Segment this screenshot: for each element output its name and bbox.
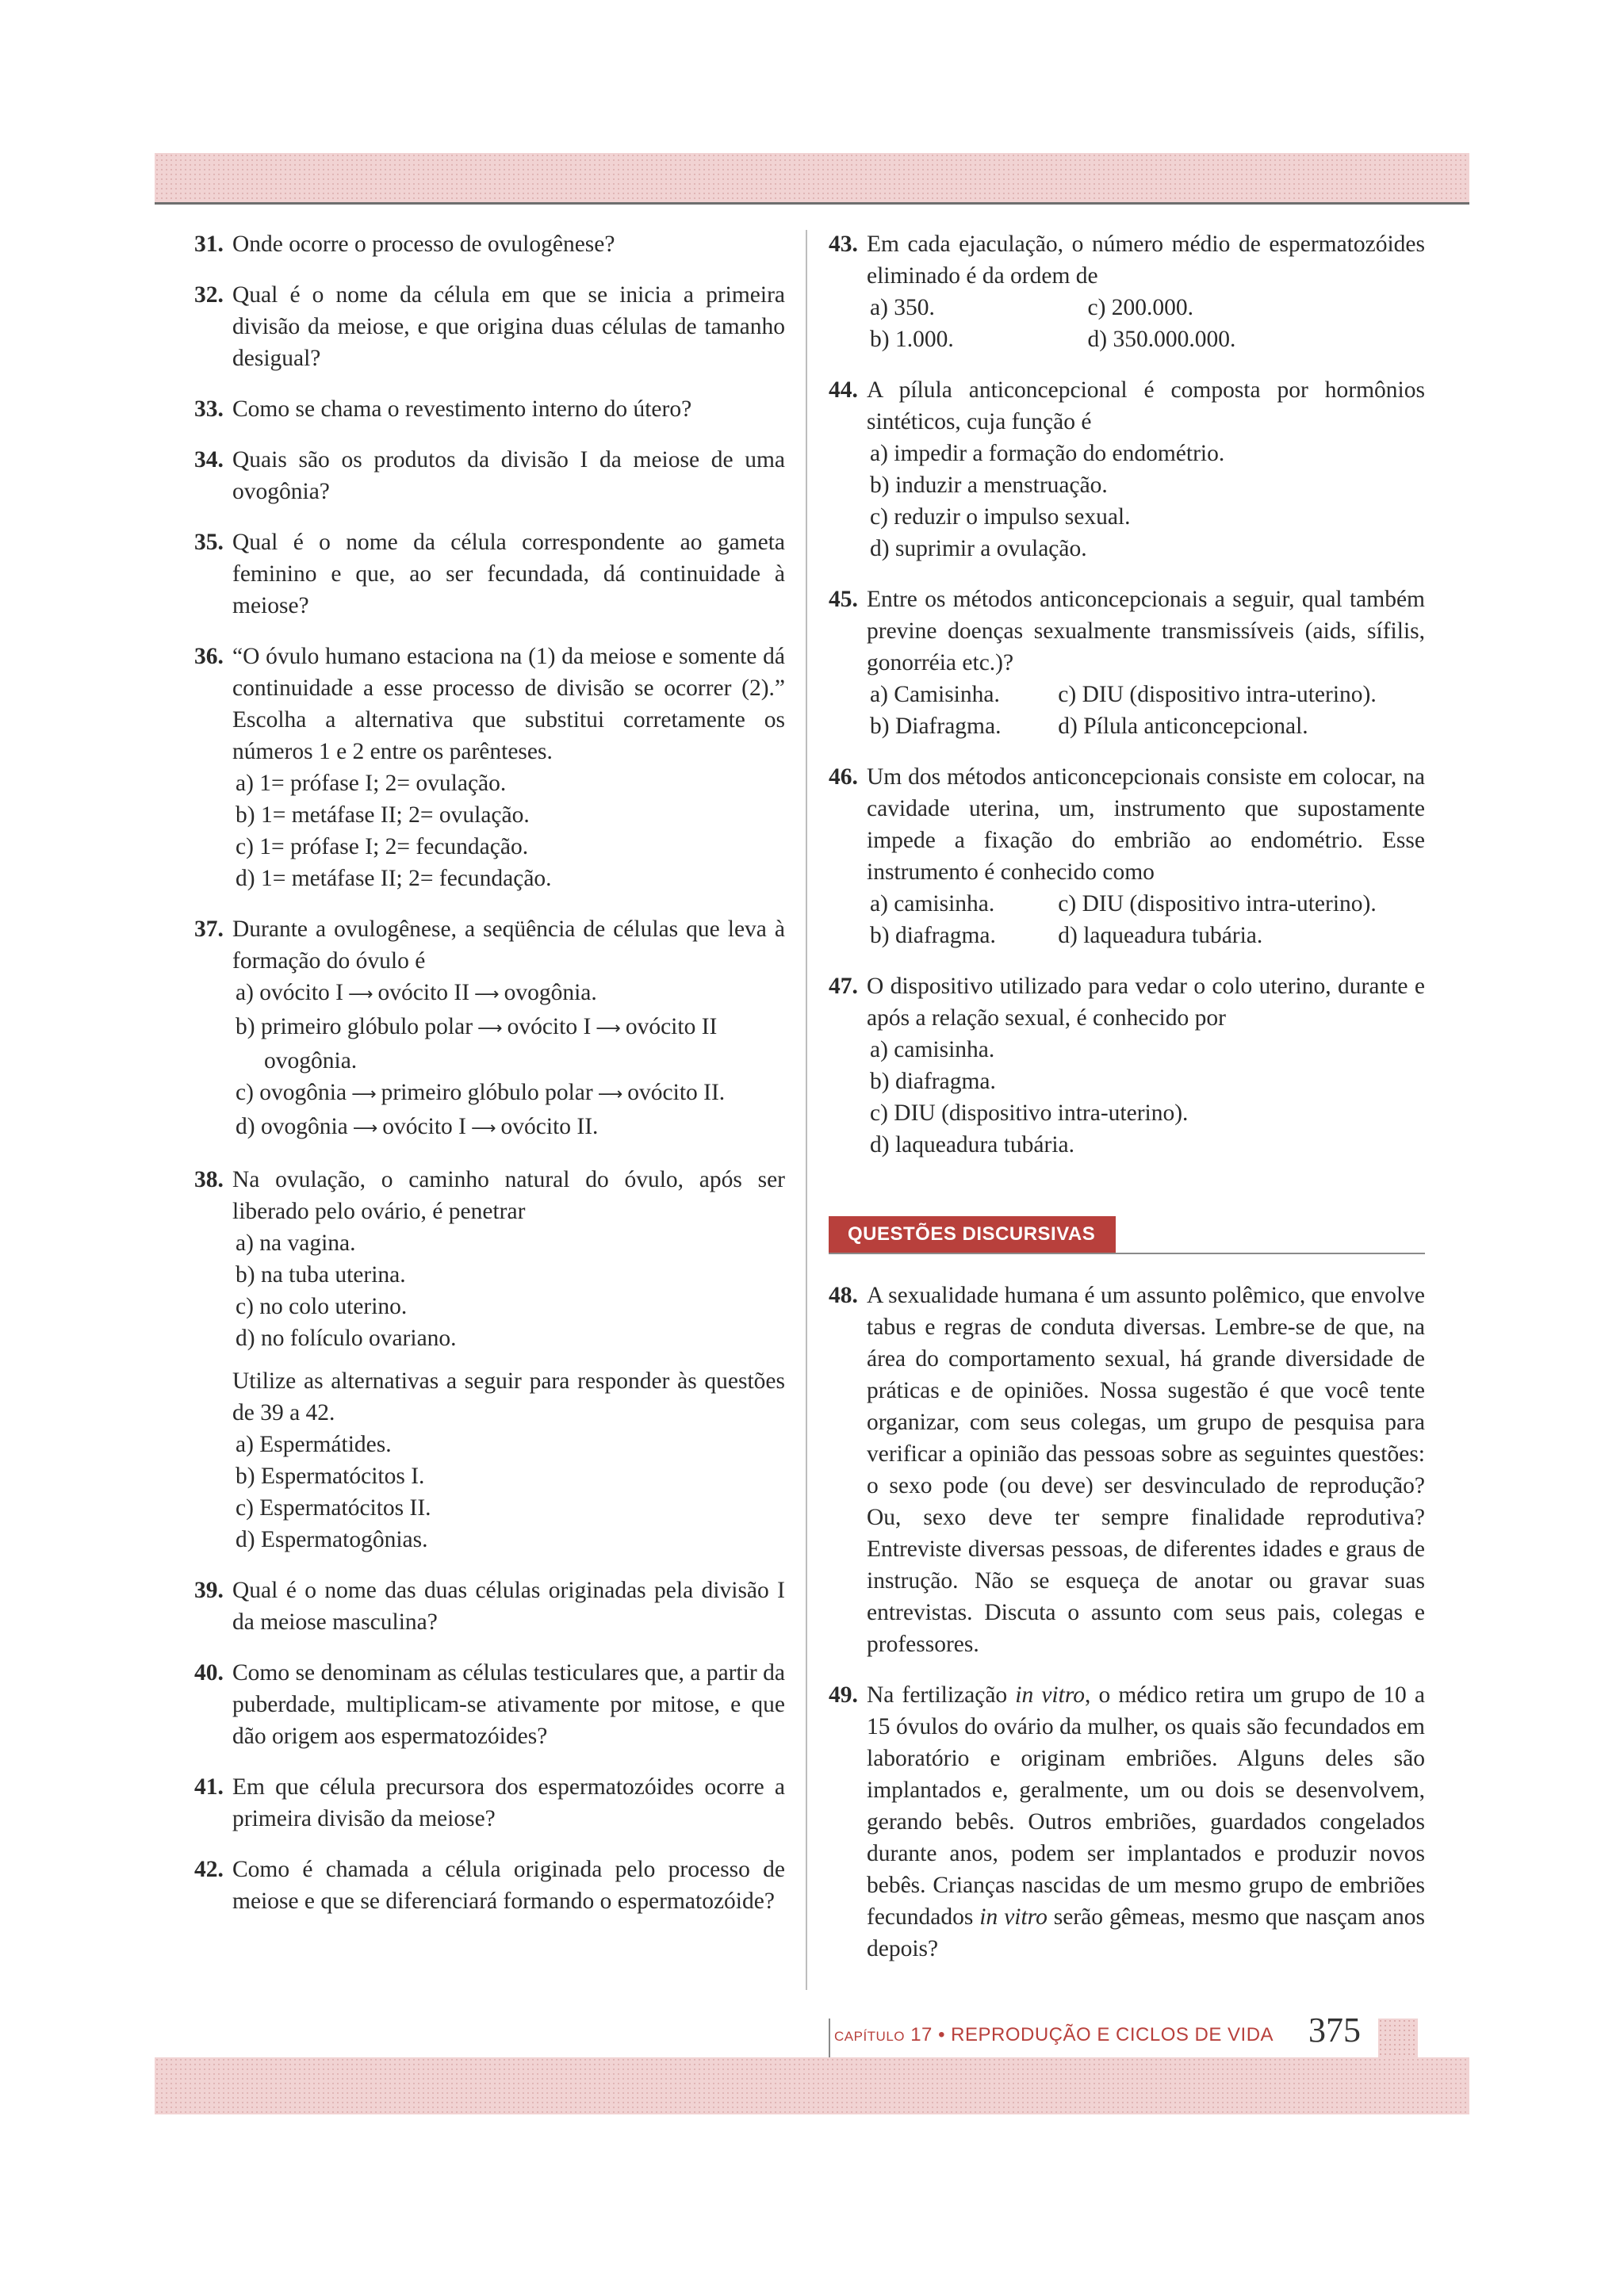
question-47: 47. O dispositivo utilizado para vedar o colo uterino, durante e após a relação sexual, é conhecido por a) camisinha. b) diafragma. c) DIU (dispositivo intra-uterino). d) laqueadura tubária. [829,970,1425,1161]
option-38-a: a) na vagina. [236,1230,356,1256]
option-47-c: c) DIU (dispositivo intra-uterino). [870,1100,1189,1126]
question-49: 49. Na fertilização in vitro, o médico retira um grupo de 10 a 15 óvulos do ovário da mulher, os quais são fecundados em laboratório e originam embriões. Alguns deles são implantados e, geralmente, um ou dois se desenvolvem, gerando bebês. Outros embriões, guardados congelados durante anos, podem ser implantados e produzir novos bebês. Crianças nascidas de um mesmo grupo de embriões fecundados in vitro serão gêmeas, mesmo que nasçam anos depois? [829,1679,1425,1965]
option-45-d: d) Pílula anticoncepcional. [1058,714,1308,739]
question-33: 33. Como se chama o revestimento interno do útero? [194,396,692,422]
option-37-a: a) ovócito I ⟶ ovócito II ⟶ ovogônia. [232,977,785,1011]
option-46-d: d) laqueadura tubária. [1058,923,1263,948]
question-45-text: Entre os métodos anticoncepcionais a seguir, qual também previne doenças sexualmente transmissíveis (aids, sífilis, gonorréia etc.)? [867,587,1425,675]
option-row [867,323,1425,355]
option-43-d: d) 350.000.000. [1087,327,1236,352]
option-intro-a: a) Espermátides. [236,1432,392,1457]
arrow-right-icon: ⟶ [477,1019,503,1039]
option-37-b: b) primeiro glóbulo polar ⟶ ovócito I ⟶ ovócito II ovogônia. [236,1014,718,1073]
question-42: 42. Como é chamada a célula originada pelo processo de meiose e que se diferenciará formando o espermatozóide? [194,1857,785,1914]
option-44-b: b) induzir a menstruação. [870,473,1108,498]
arrow-right-icon: ⟶ [474,985,500,1004]
instructions-39-42: Utilize as alternativas a seguir para responder às questões de 39 a 42. a) Espermátides. b) Espermatócitos I. c) Espermatócitos II. d) Espermatogônias. [232,1365,785,1556]
question-48: 48. A sexualidade humana é um assunto polêmico, que envolve tabus e regras de conduta diversas. Lembre-se de que, na área do comportamento sexual, há grande diversidade de práticas e de opiniões. Nossa sugestão é que você tente organizar, com seus colegas, um grupo de pesquisa para verificar a opinião das pessoas sobre as seguintes questões: o sexo pode (ou deve) ser desvinculado de reprodução? Ou, sexo deve ter sempre finalidade reprodutiva? Entreviste diversas pessoas, de diferentes idades e graus de instrução. Não se esqueça de anotar ou gravar suas entrevistas. Discuta o assunto com seus pais, colegas e professores. [829,1283,1425,1657]
option-46-b: b) diafragma. [870,923,996,948]
option-row [867,888,1425,920]
option-44-a: a) impedir a formação do endométrio. [870,441,1225,466]
question-44: 44. A pílula anticoncepcional é composta por hormônios sintéticos, cuja função é a) impedir a formação do endométrio. b) induzir a menstruação. c) reduzir o impulso sexual. d) suprimir a ovulação. [829,374,1425,564]
chapter-footer: CAPÍTULO 17 • REPRODUÇÃO E CICLOS DE VIDA [834,2024,1274,2045]
option-intro-c: c) Espermatócitos II. [236,1495,431,1521]
question-46: 46. Um dos métodos anticoncepcionais consiste em colocar, na cavidade uterina, um, instrumento que supostamente impede a fixação do embrião ao endométrio. Esse instrumento é conhecido como a) camisinha. c) DIU (dispositivo intra-uterino). b) diafragma. d) laqueadura tubária. [829,761,1425,951]
option-intro-b: b) Espermatócitos I. [236,1464,425,1489]
question-49-text: Na fertilização in vitro, o médico retira um grupo de 10 a 15 óvulos do ovário da mulher, os quais são fecundados em laboratório e originam embriões. Alguns deles são implantados e, geralmente, um ou dois se desenvolvem, gerando bebês. Outros embriões, guardados congelados durante anos, podem ser implantados e produzir novos bebês. Crianças nascidas de um mesmo grupo de embriões fecundados in vitro serão gêmeas, mesmo que nasçam anos depois? [867,1682,1426,1961]
option-36-d: d) 1= metáfase II; 2= fecundação. [236,866,552,891]
option-46-a: a) camisinha. [870,891,995,916]
option-row [867,679,1425,710]
question-35: 35. Qual é o nome da célula correspondente ao gameta feminino e que, ao ser fecundada, dá continuidade à meiose? [194,530,785,618]
top-decorative-band [155,153,1469,205]
question-40: 40. Como se denominam as células testiculares que, a partir da puberdade, multiplicam-se ativamente por mitose, e que dão origem aos espermatozóides? [194,1660,785,1749]
option-37-d: d) ovogônia ⟶ ovócito I ⟶ ovócito II. [232,1111,785,1145]
option-45-a: a) Camisinha. [870,682,1000,707]
question-37: 37. Durante a ovulogênese, a seqüência de células que leva à formação do óvulo é a) ovócito I ⟶ ovócito II ⟶ ovogônia. b) primeiro glóbulo polar ⟶ ovócito I ⟶ ovócito II ovogônia. c) ovogônia ⟶ primeiro glóbulo polar ⟶ ovócito II. d) ovogônia ⟶ ovócito I ⟶ ovócito II. [194,913,785,1145]
question-38: 38. Na ovulação, o caminho natural do óvulo, após ser liberado pelo ovário, é penetrar a) na vagina. b) na tuba uterina. c) no colo uterino. d) no folículo ovariano. [194,1164,785,1354]
option-38-c: c) no colo uterino. [236,1294,408,1319]
option-row [867,920,1425,951]
option-46-c: c) DIU (dispositivo intra-uterino). [1058,891,1377,916]
option-37-c: c) ovogônia ⟶ primeiro glóbulo polar ⟶ ovócito II. [232,1077,785,1111]
question-46-text: Um dos métodos anticoncepcionais consiste em colocar, na cavidade uterina, um, instrumento que supostamente impede a fixação do embrião ao endométrio. Esse instrumento é conhecido como [867,764,1425,885]
question-34: 34. Quais são os produtos da divisão I da meiose de uma ovogônia? [194,447,785,504]
option-36-a: a) 1= prófase I; 2= ovulação. [236,771,507,796]
question-41: 41. Em que célula precursora dos espermatozóides ocorre a primeira divisão da meiose? [194,1774,785,1831]
option-36-c: c) 1= prófase I; 2= fecundação. [236,834,529,859]
question-44-text: A pílula anticoncepcional é composta por hormônios sintéticos, cuja função é [867,377,1425,434]
section-heading [829,1223,1425,1254]
option-44-c: c) reduzir o impulso sexual. [870,504,1131,530]
question-47-text: O dispositivo utilizado para vedar o colo uterino, durante e após a relação sexual, é conhecido por [867,974,1425,1031]
option-38-d: d) no folículo ovariano. [236,1326,457,1351]
option-intro-d: d) Espermatogônias. [236,1527,428,1552]
footer-corner-block [1378,2019,1418,2058]
arrow-right-icon: ⟶ [351,1085,377,1104]
option-45-b: b) Diafragma. [870,714,1002,739]
question-32: 32. Qual é o nome da célula em que se inicia a primeira divisão da meiose, e que origina duas células de tamanho desigual? [194,282,785,371]
question-36: 36. “O óvulo humano estaciona na (1) da meiose e somente dá continuidade a esse processo de divisão se ocorrer (2).” Escolha a alternativa que substitui corretamente os números 1 e 2 entre os parênteses. a) 1= prófase I; 2= ovulação. b) 1= metáfase II; 2= ovulação. c) 1= prófase I; 2= fecundação. d) 1= metáfase II; 2= fecundação. [194,641,785,894]
option-38-b: b) na tuba uterina. [236,1262,406,1288]
question-37-text: Durante a ovulogênese, a seqüência de células que leva à formação do óvulo é [232,916,785,974]
left-column [194,228,785,1936]
right-column [829,228,1425,1984]
question-39: 39. Qual é o nome das duas células originadas pela divisão I da meiose masculina? [194,1578,785,1635]
arrow-right-icon: ⟶ [470,1119,496,1138]
question-38-text: Na ovulação, o caminho natural do óvulo, após ser liberado pelo ovário, é penetrar [232,1167,785,1224]
arrow-right-icon: ⟶ [597,1085,623,1104]
option-row [867,292,1425,323]
page-number: 375 [1308,2011,1361,2049]
question-36-text: “O óvulo humano estaciona na (1) da meiose e somente dá continuidade a esse processo de divisão se ocorrer (2).” Escolha a alternativa que substitui corretamente os números 1 e 2 entre os parênteses. [232,644,785,764]
option-44-d: d) suprimir a ovulação. [870,536,1087,561]
option-47-b: b) diafragma. [870,1069,996,1094]
column-divider [806,230,807,1990]
arrow-right-icon: ⟶ [352,1119,378,1138]
option-47-d: d) laqueadura tubária. [870,1132,1074,1158]
option-36-b: b) 1= metáfase II; 2= ovulação. [236,802,530,828]
option-45-c: c) DIU (dispositivo intra-uterino). [1058,682,1377,707]
option-47-a: a) camisinha. [870,1037,995,1062]
option-row [867,710,1425,742]
question-45: 45. Entre os métodos anticoncepcionais a seguir, qual também previne doenças sexualmente transmissíveis (aids, sífilis, gonorréia etc.)? a) Camisinha. c) DIU (dispositivo intra-uterino). b) Diafragma. d) Pílula anticoncepcional. [829,584,1425,742]
section-title: QUESTÕES DISCURSIVAS [829,1216,1116,1253]
option-43-b: b) 1.000. [870,327,954,352]
option-43-a: a) 350. [870,295,935,320]
question-31: 31. Onde ocorre o processo de ovulogênese? [194,232,615,257]
arrow-right-icon: ⟶ [596,1019,621,1039]
option-43-c: c) 200.000. [1087,295,1194,320]
question-43-text: Em cada ejaculação, o número médio de espermatozóides eliminado é da ordem de [867,232,1425,289]
question-43: 43. Em cada ejaculação, o número médio de espermatozóides eliminado é da ordem de a) 350. c) 200.000. b) 1.000. d) 350.000.000. [829,228,1425,355]
bottom-decorative-band [155,2057,1469,2114]
arrow-right-icon: ⟶ [347,985,373,1004]
